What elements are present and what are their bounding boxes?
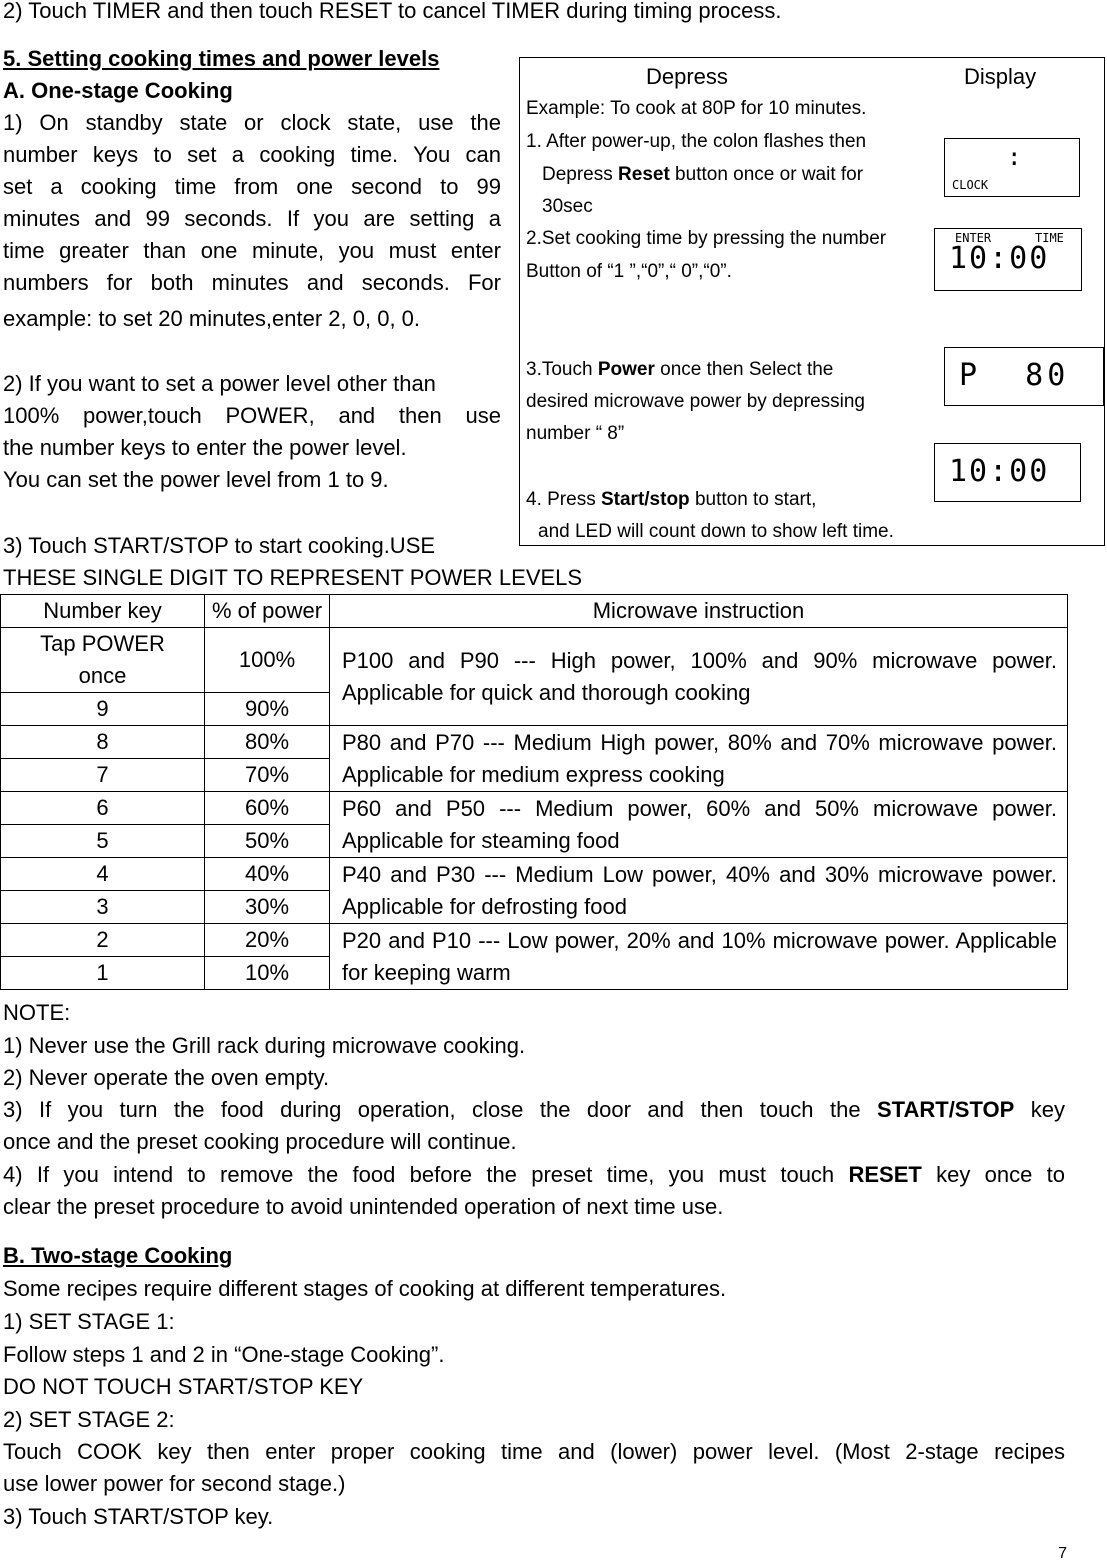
two-stage-line: Some recipes require different stages of cooking at different temperatures. bbox=[3, 1276, 727, 1301]
step1-line2: Depress Reset button once or wait for bbox=[542, 164, 864, 185]
lcd-time-label: TIME bbox=[1035, 231, 1064, 245]
p1-line: numbers for both minutes and seconds. For bbox=[3, 270, 501, 295]
p1-line: number keys to set a cooking time. You can bbox=[3, 142, 501, 167]
step4-line1: 4. Press Start/stop button to start, bbox=[526, 489, 817, 510]
note-3-line1: 3) If you turn the food during operation, close the door and then touch the START/STOP key bbox=[3, 1097, 1065, 1122]
number-key-cell: 6 bbox=[1, 792, 205, 825]
p2-line: You can set the power level from 1 to 9. bbox=[3, 467, 389, 492]
two-stage-line: 2) SET STAGE 2: bbox=[3, 1407, 175, 1432]
p2-line: 100% power,touch POWER, and then use bbox=[3, 403, 501, 428]
note-4-line2: clear the preset procedure to avoid unintended operation of next time use. bbox=[3, 1194, 724, 1219]
power-cell: 100% bbox=[205, 628, 330, 693]
header-instruction: Microwave instruction bbox=[330, 595, 1068, 628]
table-header-row bbox=[1, 595, 1068, 628]
lcd-enter-label: ENTER bbox=[955, 231, 992, 245]
power-cell: 70% bbox=[205, 759, 330, 792]
p1-line: minutes and 99 seconds. If you are setting a bbox=[3, 206, 501, 231]
power-cell: 90% bbox=[205, 693, 330, 726]
number-key-cell: 2 bbox=[1, 924, 205, 957]
p1-line: set a cooking time from one second to 99 bbox=[3, 174, 501, 199]
number-key-cell: 3 bbox=[1, 891, 205, 924]
note-4-line1: 4) If you intend to remove the food before the preset time, you must touch RESET key once to bbox=[3, 1162, 1065, 1187]
step2-line1: 2.Set cooking time by pressing the number bbox=[526, 228, 887, 249]
note-2: 2) Never operate the oven empty. bbox=[3, 1065, 330, 1090]
table-row bbox=[1, 924, 1068, 957]
instruction-cell: P20 and P10 --- Low power, 20% and 10% microwave power. Applicable for keeping warm bbox=[330, 924, 1068, 990]
note-title: NOTE: bbox=[3, 1000, 71, 1025]
lcd-countdown-value: 10:00 bbox=[949, 454, 1050, 489]
two-stage-line: Touch COOK key then enter proper cooking time and (lower) power level. (Most 2-stage recipes bbox=[3, 1439, 1065, 1464]
lcd-power-display bbox=[944, 347, 1104, 406]
instruction-cell: P60 and P50 --- Medium power, 60% and 50% microwave power. Applicable for steaming food bbox=[330, 792, 1068, 858]
number-key-cell: 7 bbox=[1, 759, 205, 792]
two-stage-line: use lower power for second stage.) bbox=[3, 1471, 346, 1496]
lcd-clock-label: CLOCK bbox=[952, 178, 989, 192]
note-3-line2: once and the preset cooking procedure will continue. bbox=[3, 1129, 517, 1154]
page-number: 7 bbox=[1058, 1545, 1067, 1562]
lcd-colon: : bbox=[1007, 143, 1022, 171]
step3-line3: number “ 8” bbox=[526, 423, 625, 444]
table-row bbox=[1, 726, 1068, 759]
step3-line1: 3.Touch Power once then Select the bbox=[526, 359, 834, 380]
instruction-cell: P40 and P30 --- Medium Low power, 40% and 30% microwave power. Applicable for defrosting food bbox=[330, 858, 1068, 924]
instruction-cell: P80 and P70 --- Medium High power, 80% and 70% microwave power. Applicable for medium express cooking bbox=[330, 726, 1068, 792]
depress-display-box bbox=[519, 57, 1105, 546]
p1-line: 1) On standby state or clock state, use the bbox=[3, 110, 501, 135]
instruction-cell: P100 and P90 --- High power, 100% and 90% microwave power. Applicable for quick and thorough cooking bbox=[330, 628, 1068, 726]
number-key-cell: Tap POWER once bbox=[1, 628, 205, 693]
timer-reset-note: 2) Touch TIMER and then touch RESET to cancel TIMER during timing process. bbox=[3, 0, 782, 23]
table-row bbox=[1, 628, 1068, 693]
lcd-clock-display bbox=[944, 138, 1080, 197]
table-row bbox=[1, 792, 1068, 825]
section-title: 5. Setting cooking times and power levels bbox=[3, 46, 440, 71]
two-stage-line: Follow steps 1 and 2 in “One-stage Cooking”. bbox=[3, 1342, 445, 1367]
depress-header: Depress bbox=[646, 64, 728, 89]
display-header: Display bbox=[964, 64, 1037, 89]
p2-line: the number keys to enter the power level. bbox=[3, 435, 407, 460]
lcd-power-value: P 80 bbox=[959, 358, 1070, 393]
example-text: Example: To cook at 80P for 10 minutes. bbox=[526, 98, 867, 119]
power-cell: 50% bbox=[205, 825, 330, 858]
step2-line2: Button of “1 ”,“0”,“ 0”,“0”. bbox=[526, 261, 732, 282]
table-row bbox=[1, 858, 1068, 891]
power-level-table bbox=[0, 594, 1068, 990]
p3-line: 3) Touch START/STOP to start cooking.USE bbox=[3, 533, 436, 558]
step1-line3: 30sec bbox=[542, 196, 593, 217]
one-stage-subtitle: A. One-stage Cooking bbox=[3, 78, 233, 103]
number-key-cell: 9 bbox=[1, 693, 205, 726]
step1-line1: 1. After power-up, the colon flashes then bbox=[526, 131, 867, 152]
power-cell: 30% bbox=[205, 891, 330, 924]
note-1: 1) Never use the Grill rack during microwave cooking. bbox=[3, 1033, 526, 1058]
power-cell: 80% bbox=[205, 726, 330, 759]
lcd-time-value: 10:00 bbox=[949, 241, 1050, 276]
number-key-cell: 5 bbox=[1, 825, 205, 858]
two-stage-line: DO NOT TOUCH START/STOP KEY bbox=[3, 1374, 364, 1399]
number-key-cell: 8 bbox=[1, 726, 205, 759]
two-stage-title: B. Two-stage Cooking bbox=[3, 1243, 233, 1268]
header-number-key: Number key bbox=[1, 595, 205, 628]
number-key-cell: 1 bbox=[1, 957, 205, 990]
number-key-cell: 4 bbox=[1, 858, 205, 891]
p1-line: time greater than one minute, you must enter bbox=[3, 238, 501, 263]
two-stage-line: 3) Touch START/STOP key. bbox=[3, 1504, 274, 1529]
p1-line: example: to set 20 minutes,enter 2, 0, 0, 0. bbox=[3, 306, 421, 331]
step3-line2: desired microwave power by depressing bbox=[526, 391, 865, 412]
power-cell: 60% bbox=[205, 792, 330, 825]
step4-line2: and LED will count down to show left time. bbox=[538, 521, 894, 542]
power-cell: 40% bbox=[205, 858, 330, 891]
power-cell: 20% bbox=[205, 924, 330, 957]
p3-line: THESE SINGLE DIGIT TO REPRESENT POWER LEVELS bbox=[3, 565, 583, 590]
lcd-countdown-display bbox=[934, 443, 1081, 502]
header-percent-power: % of power bbox=[205, 595, 330, 628]
two-stage-line: 1) SET STAGE 1: bbox=[3, 1309, 175, 1334]
p2-line: 2) If you want to set a power level other than bbox=[3, 371, 436, 396]
lcd-enter-time-display bbox=[934, 228, 1082, 291]
power-cell: 10% bbox=[205, 957, 330, 990]
